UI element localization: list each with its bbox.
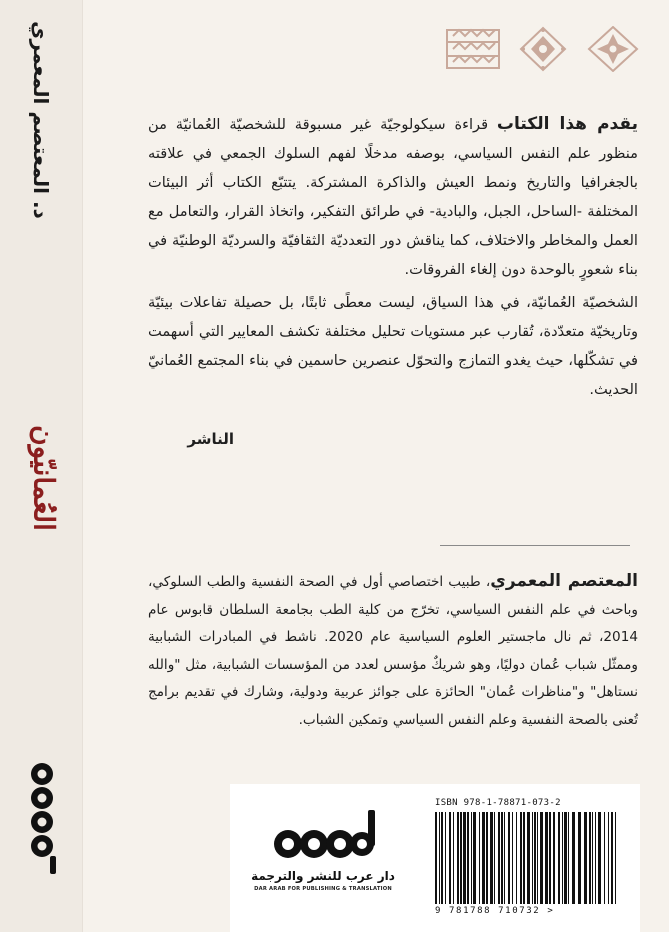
barcode-bar	[479, 812, 480, 904]
barcode-bar	[516, 812, 517, 904]
barcode-bar	[441, 812, 443, 904]
barcode-bar	[611, 812, 613, 904]
description-paragraph-1	[148, 110, 638, 284]
barcode-bar	[532, 812, 533, 904]
barcode-bar	[534, 812, 536, 904]
author-bio-text: ، طبيب اختصاصي أول في الصحة النفسية والطب السلوكي، وباحث في علم النفس السياسي، تخرّج من كلية الطب بجامعة السلطان قابوس عام 2014، ثم نال ماجستير العلوم السياسية عام 2020. ناشط في المبادرات الشبابية وممثّل شباب عُمان دوليًا، وهو شريكٌ مؤسس لعدد من المؤسسات الشبابية، مثل "والله نستاهل" و"مناظرات عُمان" الحائزة على جوائز عربية ودولية، وشارك في تقديم برامج تُعنى بالصحة النفسية وعلم النفس السياسي وتمكين الشباب.	[148, 574, 638, 728]
barcode-bar	[435, 812, 437, 904]
publisher-logo-icon	[270, 804, 380, 868]
barcode-bar	[615, 812, 616, 904]
barcode-bar	[463, 812, 466, 904]
barcode-bar	[445, 812, 446, 904]
daar-arab-logo-icon	[20, 760, 64, 880]
barcode-bar	[527, 812, 530, 904]
barcode-bar	[549, 812, 551, 904]
barcode-bar	[604, 812, 605, 904]
ornament-icon	[515, 26, 571, 72]
ornament-row	[445, 26, 641, 72]
publisher-name-arabic: دار عرب للنشر والترجمة	[251, 869, 395, 883]
barcode-digits: 9 781788 710732	[435, 906, 541, 916]
barcode-bar	[545, 812, 548, 904]
barcode-bar	[572, 812, 575, 904]
barcode-suffix: >	[547, 906, 555, 916]
barcode-bar	[494, 812, 495, 904]
ornament-icon	[445, 26, 501, 72]
barcode-bar	[540, 812, 543, 904]
barcode-bar	[598, 812, 601, 904]
barcode-bar	[520, 812, 522, 904]
barcode-bar	[490, 812, 493, 904]
description-p1-text: قراءة سيكولوجيّة غير مسبوقة للشخصيّة العُمانيّة من منظور علم النفس السياسي، بوصفه مدخلًا لفهم السلوك الجمعي في علاقته بالجغرافيا والتاريخ ونمط العيش والذاكرة المشتركة. يتتبّع الكتاب أثر البيئات المختلفة -الساحل، الجبل، والبادية- في طرائق التفكير، واتخاذ القرار، والتعامل مع العمل والمخاطر والاختلاف، كما يناقش دور التعدديّة الثقافيّة والسرديّة الوطنيّة في بناء شعورٍ بالوحدة دون إلغاء الفروقات.	[148, 116, 638, 278]
barcode-bar	[501, 812, 503, 904]
barcode-bar	[523, 812, 525, 904]
barcode-bar	[508, 812, 510, 904]
barcode-bar	[457, 812, 459, 904]
barcode-bar	[471, 812, 472, 904]
publisher-name-english: DAR ARAB FOR PUBLISHING & TRANSLATION	[254, 886, 392, 892]
book-description	[148, 110, 638, 408]
barcode-bar	[512, 812, 513, 904]
barcode-bar	[568, 812, 569, 904]
barcode-bar	[482, 812, 485, 904]
isbn-barcode	[435, 812, 621, 904]
barcode-bar	[558, 812, 560, 904]
book-spine	[0, 0, 83, 932]
barcode-bar	[553, 812, 555, 904]
barcode-bar	[578, 812, 581, 904]
description-lead: يقدم هذا الكتاب	[496, 114, 638, 134]
barcode-bar	[608, 812, 609, 904]
author-name: المعتصم المعمري	[490, 571, 638, 591]
section-divider	[440, 545, 630, 546]
barcode-bar	[504, 812, 505, 904]
barcode-bar	[564, 812, 567, 904]
barcode-number	[435, 906, 621, 916]
barcode-bar	[473, 812, 476, 904]
ornament-icon	[585, 26, 641, 72]
barcode-bar	[589, 812, 591, 904]
barcode-bar	[449, 812, 451, 904]
spine-author-text: د. المعتصم المعمري	[29, 21, 53, 219]
author-bio	[148, 568, 638, 734]
barcode-bar	[460, 812, 462, 904]
barcode-panel	[230, 784, 640, 932]
barcode-bar	[453, 812, 454, 904]
barcode-bar	[467, 812, 469, 904]
barcode-bar	[595, 812, 596, 904]
barcode-bar	[498, 812, 500, 904]
barcode-bar	[537, 812, 538, 904]
barcode-bar	[439, 812, 440, 904]
spine-title-text: العُمانيّون	[27, 425, 61, 531]
description-paragraph-2: الشخصيّة العُمانيّة، في هذا السياق، ليست معطًى ثابتًا، بل حصيلة تفاعلات بيئيّة وتاريخيّة متعدّدة، تُقارب عبر مستويات تحليل مختلفة تكشف المعايير التي أسهمت في تشكّلها، حيث يغدو التمازج والتحوّل عنصرين حاسمين في بناء المجتمع العُمانيّ الحديث.	[148, 294, 638, 398]
isbn-label: ISBN 978-1-78871-073-2	[435, 798, 561, 808]
publisher-label: الناشر	[187, 430, 234, 448]
barcode-bar	[592, 812, 593, 904]
barcode-bar	[584, 812, 587, 904]
barcode-bar	[486, 812, 488, 904]
barcode-bar	[562, 812, 563, 904]
